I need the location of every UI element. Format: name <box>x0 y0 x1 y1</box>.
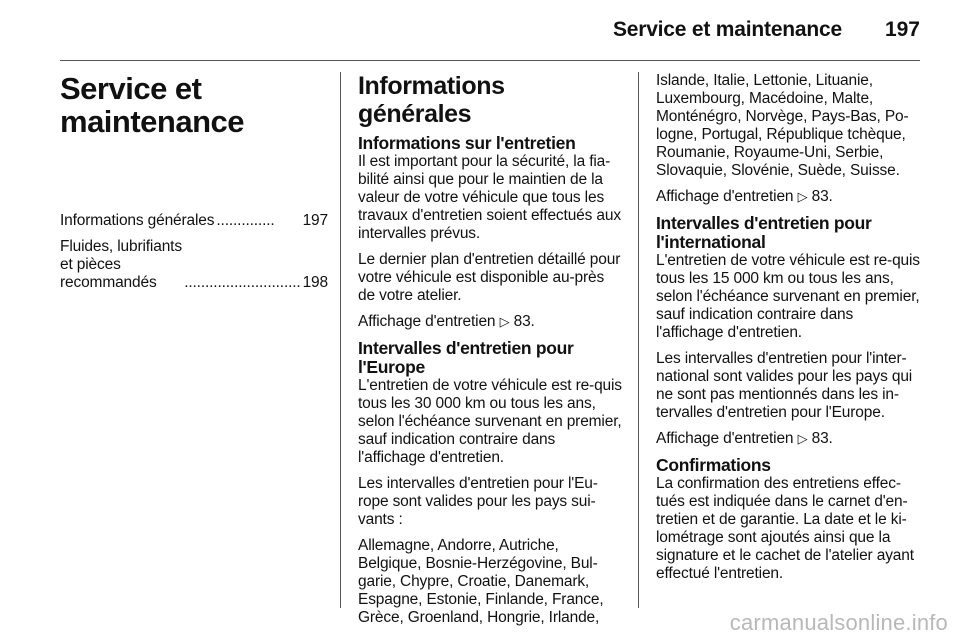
affichage-reference[interactable] <box>358 313 623 331</box>
toc-entry-label: Fluides, lubrifiants et pièces recommandés <box>60 238 182 291</box>
reference-page: 83. <box>513 313 535 330</box>
chapter-column <box>60 72 328 300</box>
reference-arrow-icon: ▷ <box>797 431 808 446</box>
affichage-reference[interactable] <box>656 430 924 448</box>
page-header <box>0 0 960 60</box>
reference-arrow-icon: ▷ <box>499 314 510 329</box>
reference-page: 83. <box>811 430 833 447</box>
confirm-paragraph: La confirmation des entretiens effec-tués est indiquée dans le carnet d'en-tretien et de garantie. La date et le ki-lométrage sont ajoutés ainsi que la signature et le cachet de l'atelier ayant effectué l'entretien. <box>656 475 914 582</box>
europe-countries-continued: Islande, Italie, Lettonie, Lituanie, Luxembourg, Macédoine, Malte, Monténégro, Norvège, Pays-Bas, Po-logne, Portugal, République tchèque, Roumanie, Royaume-Uni, Serbie, Slovaquie, Slovénie, Suède, Suisse. <box>656 72 909 179</box>
page-number: 197 <box>884 18 920 41</box>
intl-paragraph: Les intervalles d'entretien pour l'inter-national sont valides pour les pays qui ne sont pas mentionnés dans les in-tervalles d'entretien pour l'Europe. <box>656 350 913 421</box>
toc-leader: .............. <box>216 212 275 229</box>
europe-heading: Intervalles d'entretien pour l'Europe <box>358 338 574 377</box>
content-column-2 <box>358 72 623 635</box>
reference-label: Affichage d'entretien <box>358 313 496 330</box>
column-divider <box>340 72 341 608</box>
europe-countries: Allemagne, Andorre, Autriche, Belgique, Bosnie-Herzégovine, Bul-garie, Chypre, Croatie, Danemark, Espagne, Estonie, Finlande, France, Grèce, Groenland, Hongrie, Irlande, <box>358 537 604 626</box>
content-column-3 <box>656 72 924 591</box>
toc-entry[interactable] <box>60 212 328 230</box>
column-divider <box>638 72 639 608</box>
reference-label: Affichage d'entretien <box>656 188 794 205</box>
toc-entry[interactable] <box>60 238 328 292</box>
toc-entry-page: 198 <box>302 274 328 291</box>
intl-heading: Intervalles d'entretien pour l'international <box>656 213 872 252</box>
info-paragraph: Le dernier plan d'entretien détaillé pour votre véhicule est disponible au-près de votre atelier. <box>358 251 621 304</box>
affichage-reference[interactable] <box>656 188 924 206</box>
reference-arrow-icon: ▷ <box>797 189 808 204</box>
chapter-toc <box>60 212 328 292</box>
intl-paragraph: L'entretien de votre véhicule est re-quis tous les 15 000 km ou tous les ans, selon l'échéance survenant en premier, sauf indication contraire dans l'affichage d'entretien. <box>656 252 920 341</box>
chapter-title: Service et maintenance <box>60 71 245 139</box>
info-paragraph: Il est important pour la sécurité, la fia-bilité ainsi que pour le maintien de la valeur de votre véhicule que tous les travaux d'entretien soient effectués aux intervalles prévus. <box>358 153 621 242</box>
section-title: Service et maintenance <box>612 18 842 41</box>
europe-paragraph: Les intervalles d'entretien pour l'Eu-rope sont valides pour les pays sui-vants : <box>358 475 598 528</box>
watermark: carmanualsonline.info <box>729 610 948 635</box>
toc-entry-label: Informations générales <box>60 212 215 229</box>
info-heading: Informations sur l'entretien <box>358 133 576 153</box>
toc-leader: ............................ <box>184 274 301 291</box>
reference-label: Affichage d'entretien <box>656 430 794 447</box>
header-rule <box>60 60 920 61</box>
confirm-heading: Confirmations <box>656 455 771 475</box>
europe-paragraph: L'entretien de votre véhicule est re-quis tous les 30 000 km ou tous les ans, selon l'échéance survenant en premier, sauf indication contraire dans l'affichage d'entretien. <box>358 377 622 466</box>
section-heading: Informations générales <box>358 72 505 128</box>
reference-page: 83. <box>811 188 833 205</box>
toc-entry-page: 197 <box>302 212 328 229</box>
